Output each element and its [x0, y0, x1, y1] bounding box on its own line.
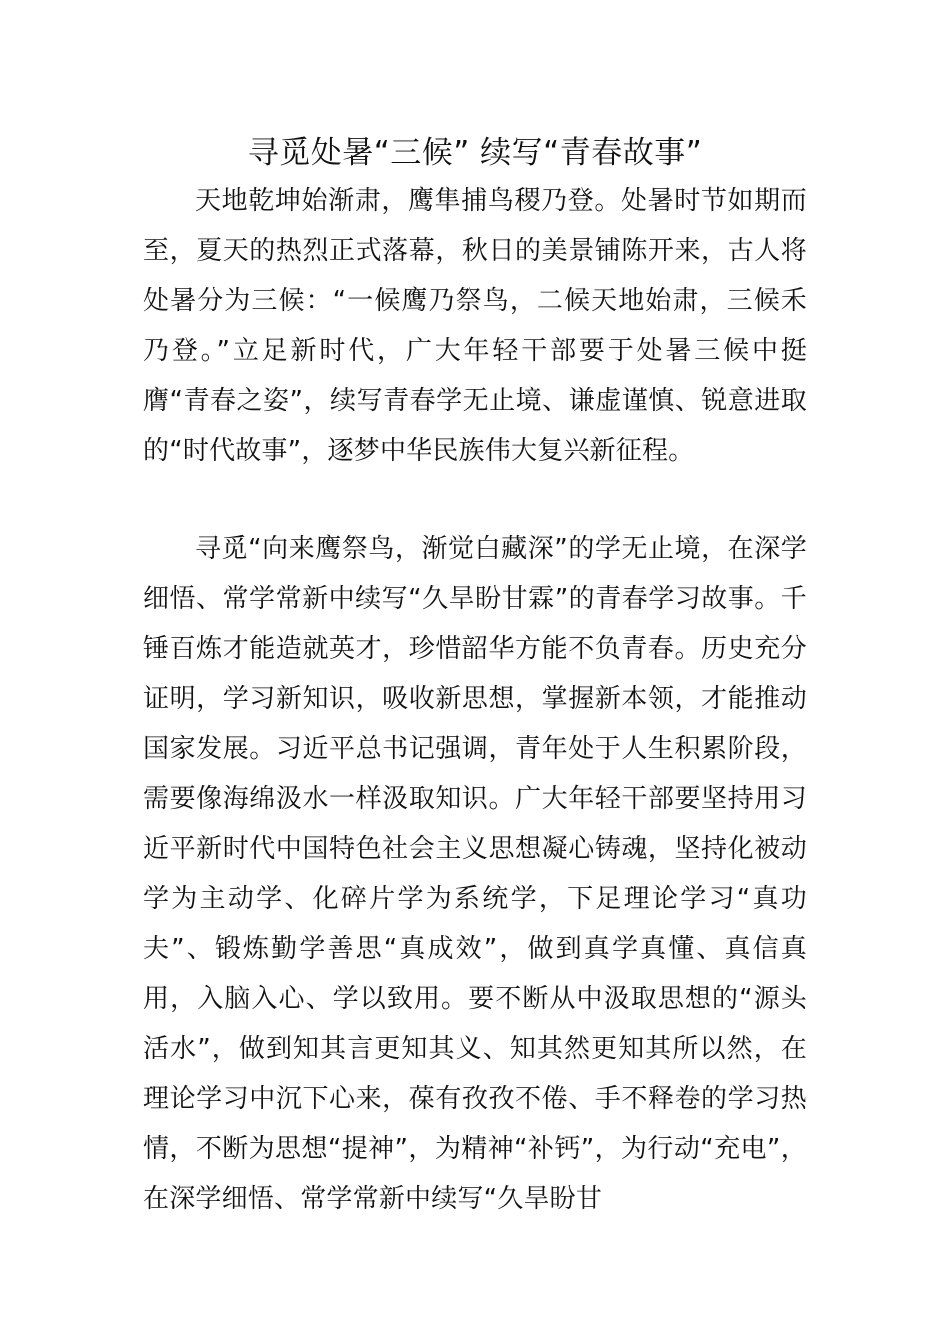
paragraph-1: 天地乾坤始渐肃，鹰隼捕鸟稷乃登。处暑时节如期而至，夏天的热烈正式落幕，秋日的美景铺陈开来，古人将处暑分为三候：“一候鹰乃祭鸟，二候天地始肃，三候禾乃登。”立足新时代，广大年轻干部要于处暑三候中挺膺“青春之姿”，续写青春学无止境、谦虚谨慎、锐意进取的“时代故事”，逐梦中华民族伟大复兴新征程。	[143, 186, 807, 466]
paragraph-2: 寻觅“向来鹰祭鸟，渐觉白藏深”的学无止境，在深学细悟、常学常新中续写“久旱盼甘霖”的青春学习故事。千锤百炼才能造就英才，珍惜韶华方能不负青春。历史充分证明，学习新知识，吸收新思想，掌握新本领，才能推动国家发展。习近平总书记强调，青年处于人生积累阶段，需要像海绵汲水一样汲取知识。广大年轻干部要坚持用习近平新时代中国特色社会主义思想凝心铸魂，坚持化被动学为主动学、化碎片学为系统学，下足理论学习“真功夫”、锻炼勤学善思“真成效”，做到真学真懂、真信真用，入脑入心、学以致用。要不断从中汲取思想的“源头活水”，做到知其言更知其义、知其然更知其所以然，在理论学习中沉下心来，葆有孜孜不倦、手不释卷的学习热情，不断为思想“提神”，为精神“补钙”，为行动“充电”，在深学细悟、常学常新中续写“久旱盼甘	[143, 534, 807, 1214]
document-title: 寻觅处暑“三候” 续写“青春故事”	[247, 135, 703, 171]
